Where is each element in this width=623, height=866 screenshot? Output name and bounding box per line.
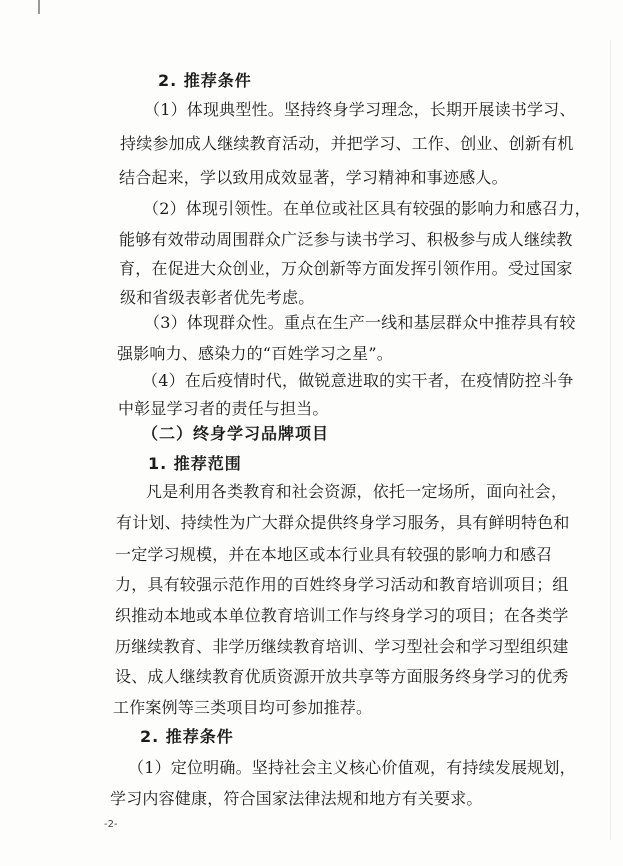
scan-edge-mark xyxy=(38,0,40,14)
text-line: 育，在促进大众创业，万众创新等方面发挥引领作用。受过国家 xyxy=(119,259,573,278)
text-line: 织推动本地或本单位教育培训工作与终身学习的项目；在各类学 xyxy=(115,606,569,625)
text-line: （4）在后疫情时代，做锐意进取的实干者，在疫情防控斗争 xyxy=(142,371,574,390)
page-edge-shadow xyxy=(610,40,611,840)
text-line: 一定学习规模，并在本地区或本行业具有较强的影响力和感召 xyxy=(115,545,553,564)
text-line: 有计划、持续性为广大群众提供终身学习服务，具有鲜明特色和 xyxy=(116,513,570,532)
text-line: 强影响力、感染力的“百姓学习之星”。 xyxy=(117,344,393,363)
text-line: 凡是利用各类教育和社会资源，依托一定场所，面向社会， xyxy=(146,482,568,501)
text-line: 工作案例等三类项目均可参加推荐。 xyxy=(113,698,373,717)
text-line: 中彰显学习者的责任与担当。 xyxy=(118,399,329,418)
heading-recommend-conditions-1: 2. 推荐条件 xyxy=(158,71,252,90)
text-line: 级和省级表彰者优先考虑。 xyxy=(120,288,315,307)
text-line: 设、成人继续教育优质资源开放共享等方面服务终身学习的优秀 xyxy=(115,667,569,686)
text-line: 结合起来，学以致用成效显著，学习精神和事迹感人。 xyxy=(119,168,508,187)
heading-lifelong-learning-brand: （二）终身学习品牌项目 xyxy=(142,424,330,443)
text-line: 学习内容健康，符合国家法律法规和地方有关要求。 xyxy=(110,789,483,808)
text-line: 持续参加成人继续教育活动，并把学习、工作、创业、创新有机 xyxy=(120,134,574,153)
page-number: -2- xyxy=(104,819,118,830)
text-line: （1）定位明确。坚持社会主义核心价值观，有持续发展规划， xyxy=(128,758,576,777)
heading-recommend-conditions-2: 2. 推荐条件 xyxy=(140,727,234,746)
text-line: （1）体现典型性。坚持终身学习理念，长期开展读书学习、 xyxy=(144,100,576,119)
text-line: 力，具有较强示范作用的百姓终身学习活动和教育培训项目；组 xyxy=(115,575,569,594)
heading-recommend-scope: 1. 推荐范围 xyxy=(148,454,242,473)
text-line: （2）体现引领性。在单位或社区具有较强的影响力和感召力， xyxy=(143,199,591,218)
text-line: 历继续教育、非学历继续教育培训、学习型社会和学习型组织建 xyxy=(115,637,569,656)
text-line: （3）体现群众性。重点在生产一线和基层群众中推荐具有较 xyxy=(144,313,576,332)
text-line: 能够有效带动周围群众广泛参与读书学习、积极参与成人继续教 xyxy=(119,230,573,249)
